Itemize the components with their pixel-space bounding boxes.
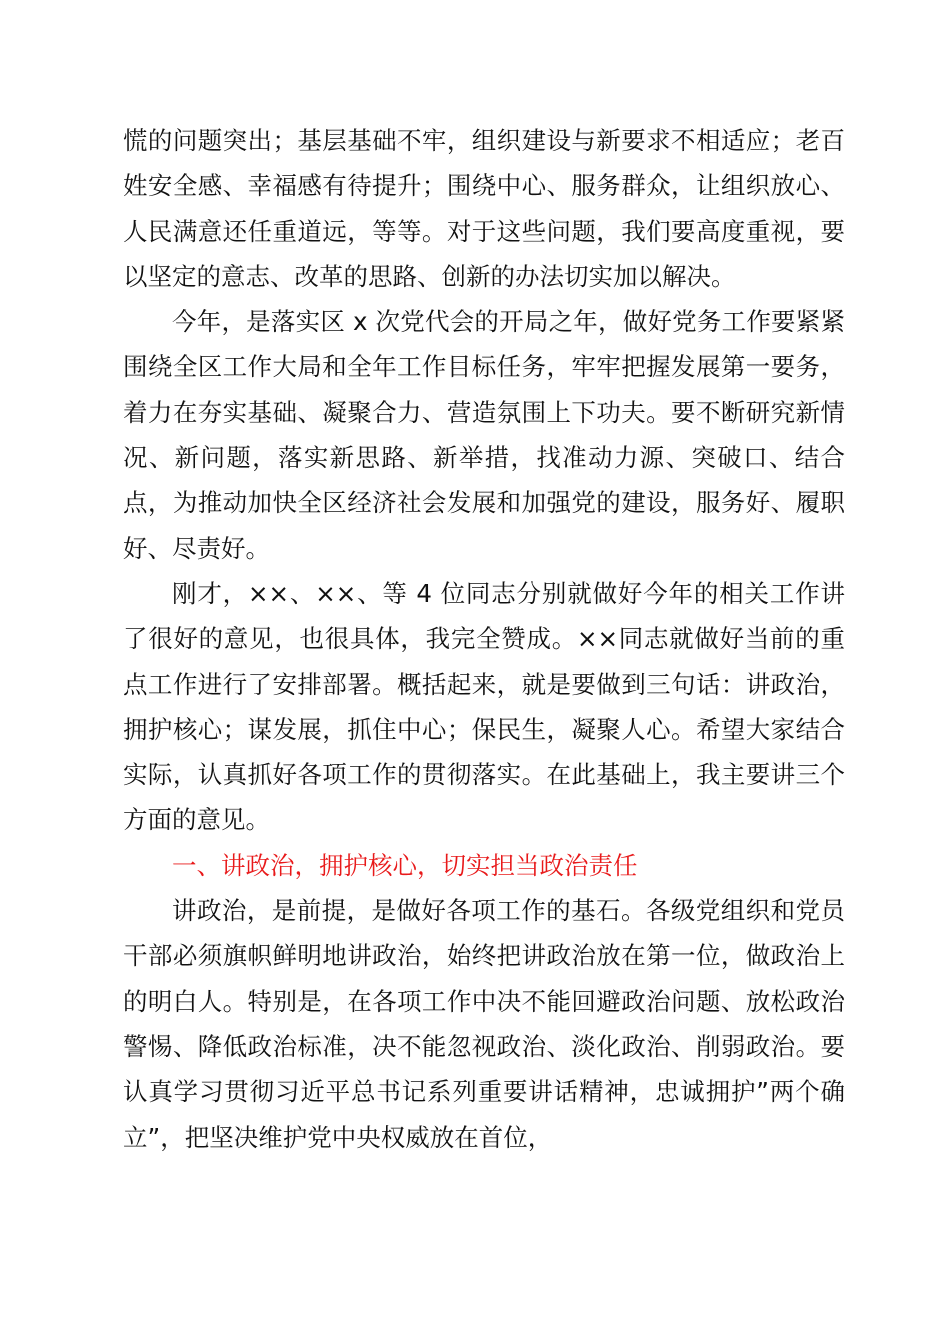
section-heading-one: 一、讲政治，拥护核心，切实担当政治责任	[172, 850, 638, 880]
paragraph-opening-year: 今年，是落实区 x 次党代会的开局之年，做好党务工作要紧紧围绕全区工作大局和全年工作目标任务，牢牢把握发展第一要务，着力在夯实基础、凝聚合力、营造氛围上下功夫。要不断研究新情况、新问题，落实新思路、新举措，找准动力源、突破口、结合点，为推动加快全区经济社会发展和加强党的建设，服务好、履职好、尽责好。	[123, 307, 845, 563]
paragraph-continuation: 慌的问题突出；基层基础不牢，组织建设与新要求不相适应；老百姓安全感、幸福感有待提升；围绕中心、服务群众，让组织放心、人民满意还任重道远，等等。对于这些问题，我们要高度重视，要以坚定的意志、改革的思路、创新的办法切实加以解决。	[123, 126, 845, 291]
paragraph-politics: 讲政治，是前提，是做好各项工作的基石。各级党组织和党员干部必须旗帜鲜明地讲政治，始终把讲政治放在第一位，做政治上的明白人。特别是，在各项工作中决不能回避政治问题、放松政治警惕、降低政治标准，决不能忽视政治、淡化政治、削弱政治。要认真学习贯彻习近平总书记系列重要讲话精神，忠诚拥护”两个确立”，把坚决维护党中央权威放在首位，	[123, 896, 845, 1152]
paragraph-summary: 刚才，××、××、等 4 位同志分别就做好今年的相关工作讲了很好的意见，也很具体，我完全赞成。××同志就做好当前的重点工作进行了安排部署。概括起来，就是要做到三句话：讲政治，拥护核心；谋发展，抓住中心；保民生，凝聚人心。希望大家结合实际，认真抓好各项工作的贯彻落实。在此基础上，我主要讲三个方面的意见。	[123, 578, 845, 835]
document-page	[123, 118, 845, 1160]
